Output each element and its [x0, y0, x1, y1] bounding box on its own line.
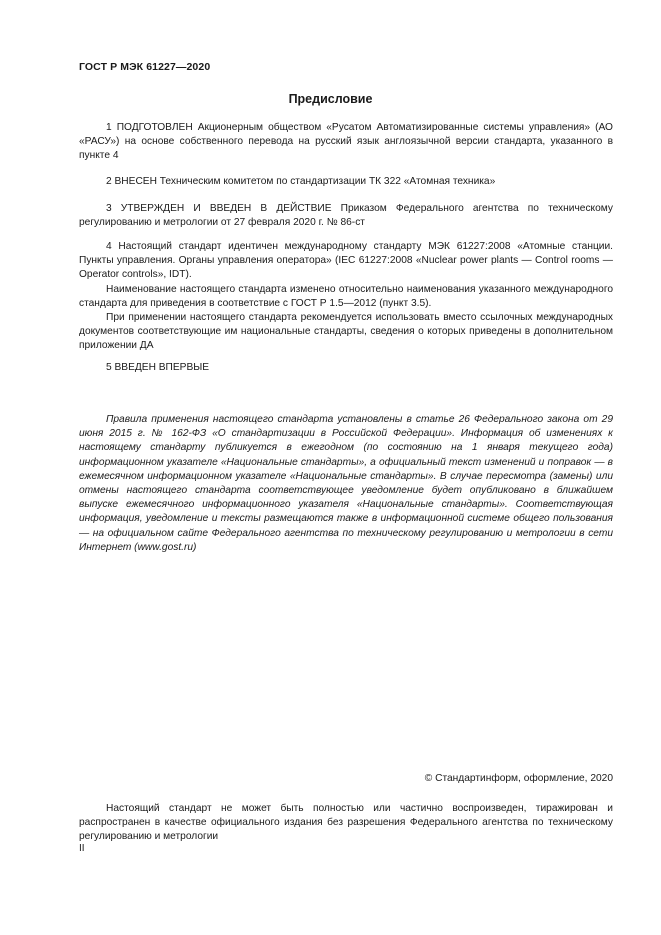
page-title: Предисловие	[288, 92, 373, 106]
application-rules-note	[79, 413, 613, 555]
foreword-paragraph: 2 ВНЕСЕН Техническим комитетом по стандартизации ТК 322 «Атомная техника»	[106, 176, 496, 187]
foreword-paragraph: Наименование настоящего стандарта изменено относительно наименования указанного международного стандарта для приведения в соответствие с ГОСТ Р 1.5—2012 (пункт 3.5).	[79, 283, 613, 309]
foreword-paragraph: При применении настоящего стандарта рекомендуется использовать вместо ссылочных международных документов соответствующие им национальные стандарты, сведения о которых приведены в дополнительном приложении ДА	[79, 312, 613, 352]
reproduction-notice	[79, 802, 613, 845]
foreword-paragraph: 1 ПОДГОТОВЛЕН Акционерным обществом «Русатом Автоматизированные системы управления» (АО «РАСУ») на основе собственного перевода на русский язык англоязычной версии стандарта, указанного в пункте 4	[79, 122, 613, 162]
foreword-paragraph: 4 Настоящий стандарт идентичен международному стандарту МЭК 61227:2008 «Атомные станции. Пункты управления. Органы управления оператора» (IEC 61227:2008 «Nuclear power plants — Control rooms — Operator controls», IDT).	[79, 241, 613, 281]
foreword-item-2	[79, 175, 613, 189]
page-number: II	[79, 843, 85, 854]
standard-code: ГОСТ Р МЭК 61227—2020	[79, 61, 211, 73]
foreword-paragraph: 5 ВВЕДЕН ВПЕРВЫЕ	[106, 362, 210, 373]
foreword-paragraph: 3 УТВЕРЖДЕН И ВВЕДЕН В ДЕЙСТВИЕ Приказом Федерального агентства по техническому регулированию и метрологии от 27 февраля 2020 г. № 86-ст	[79, 203, 613, 229]
foreword-item-5	[79, 361, 613, 375]
legal-text: Настоящий стандарт не может быть полностью или частично воспроизведен, тиражирован и распространен в качестве официального издания без разрешения Федерального агентства по техническому регулированию и метрологии	[79, 803, 613, 843]
foreword-item-3	[79, 202, 613, 230]
copyright-line: © Стандартинформ, оформление, 2020	[424, 773, 613, 784]
note-text: Правила применения настоящего стандарта установлены в статье 26 Федерального закона от 29 июня 2015 г. № 162-ФЗ «О стандартизации в Российской Федерации». Информация об изменениях к настоящему стандарту публикуется в ежегодном (по состоянию на 1 января текущего года) информационном указателе «Национальные стандарты», а официальный текст изменений и поправок — в ежемесячном информационном указателе «Национальные стандарты». В случае пересмотра (замены) или отмены настоящего стандарта соответствующее уведомление будет опубликовано в ближайшем выпуске ежемесячного информационного указателя «Национальные стандарты». Соответствующая информация, уведомление и тексты размещаются также в информационной системе общего пользования — на официальном сайте Федерального агентства по техническому регулированию и метрологии в сети Интернет (www.gost.ru)	[79, 414, 613, 553]
foreword-item-1	[79, 121, 613, 164]
foreword-item-4	[79, 240, 613, 354]
